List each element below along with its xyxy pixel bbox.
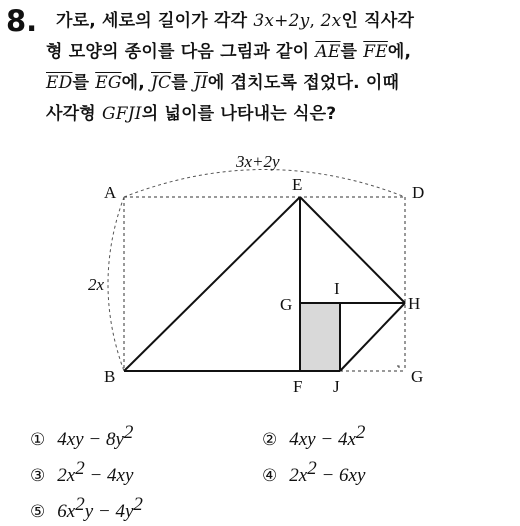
text-segment: 에 겹치도록 접었다. 이때 <box>207 73 400 93</box>
choice-expression: 6x <box>57 501 76 522</box>
choice-exponent: 2 <box>75 494 85 515</box>
choice-number: ⑤ <box>30 502 46 522</box>
choice-expression-rest: y − 4y <box>84 501 134 522</box>
math-width: 3x+2y <box>253 11 310 31</box>
right-angle-mark <box>397 366 399 368</box>
segment-JI: $\overline{JI}$ <box>193 73 208 93</box>
segment-EG: $\overline{EG}$ <box>95 73 122 93</box>
text-segment: 를 <box>340 42 364 62</box>
choice-exponent: 2 <box>123 422 134 443</box>
choice-2[interactable] <box>262 422 365 451</box>
math-quadrilateral: GFJI <box>101 104 142 124</box>
choice-exponent: 2 <box>75 458 85 479</box>
label-G-mid: G <box>280 295 293 314</box>
label-E: E <box>292 175 303 194</box>
text-segment: 형 모양의 종이를 다음 그림과 같이 <box>46 42 316 62</box>
fold-BE <box>124 197 300 371</box>
label-A: A <box>104 183 117 202</box>
choice-expression: 4xy − 4x <box>289 429 356 450</box>
choice-expression: 4xy − 8y <box>57 429 124 450</box>
choice-exponent: 2 <box>307 458 317 479</box>
question-number: 8. <box>6 4 38 38</box>
shaded-GFJI <box>300 303 340 371</box>
choice-number: ① <box>30 430 46 450</box>
segment-AE: $\overline{AE}$ <box>315 42 341 62</box>
text-segment: 를 <box>171 73 194 93</box>
text-segment: 를 <box>72 73 96 93</box>
segment-ED: $\overline{ED}$ <box>46 73 73 93</box>
label-J: J <box>333 377 340 396</box>
label-G-bottom: G <box>411 367 424 386</box>
label-H: H <box>408 294 421 313</box>
width-label: 3x+2y <box>236 152 280 171</box>
segment-FE: $\overline{FE}$ <box>363 42 388 62</box>
choice-4[interactable] <box>262 458 365 487</box>
choice-number: ③ <box>30 466 46 486</box>
choice-number: ② <box>262 430 278 450</box>
math-height: 2x <box>320 11 342 31</box>
choice-exponent: 2 <box>355 422 366 443</box>
choice-expression-rest: − 4xy <box>84 465 134 486</box>
choice-5[interactable] <box>30 494 143 523</box>
choice-number: ④ <box>262 466 278 486</box>
text-segment: 에, <box>387 42 412 62</box>
fold-EH <box>300 197 405 303</box>
label-I: I <box>334 279 340 298</box>
height-label: 2x <box>88 275 105 294</box>
label-B: B <box>104 367 116 386</box>
text-segment: 에, <box>121 73 151 93</box>
text-segment: 인 직사각 <box>341 11 415 31</box>
text-segment: 사각형 <box>46 104 102 124</box>
text-segment: 의 넓이를 나타내는 식은? <box>141 104 337 124</box>
choice-1[interactable] <box>30 422 133 451</box>
choice-expression-rest: − 6xy <box>316 465 366 486</box>
choice-expression: 2x <box>57 465 76 486</box>
choice-expression: 2x <box>289 465 308 486</box>
label-F: F <box>293 377 303 396</box>
choice-3[interactable] <box>30 458 133 487</box>
text-segment: , <box>309 11 321 31</box>
segment-JC: $\overline{JC}$ <box>151 73 172 93</box>
text-segment: 가로, 세로의 길이가 각각 <box>56 11 254 31</box>
width-arc <box>124 170 405 198</box>
choice-exponent-2: 2 <box>133 494 143 515</box>
fold-JH <box>340 303 405 371</box>
height-arc <box>108 197 124 371</box>
label-D: D <box>412 183 425 202</box>
